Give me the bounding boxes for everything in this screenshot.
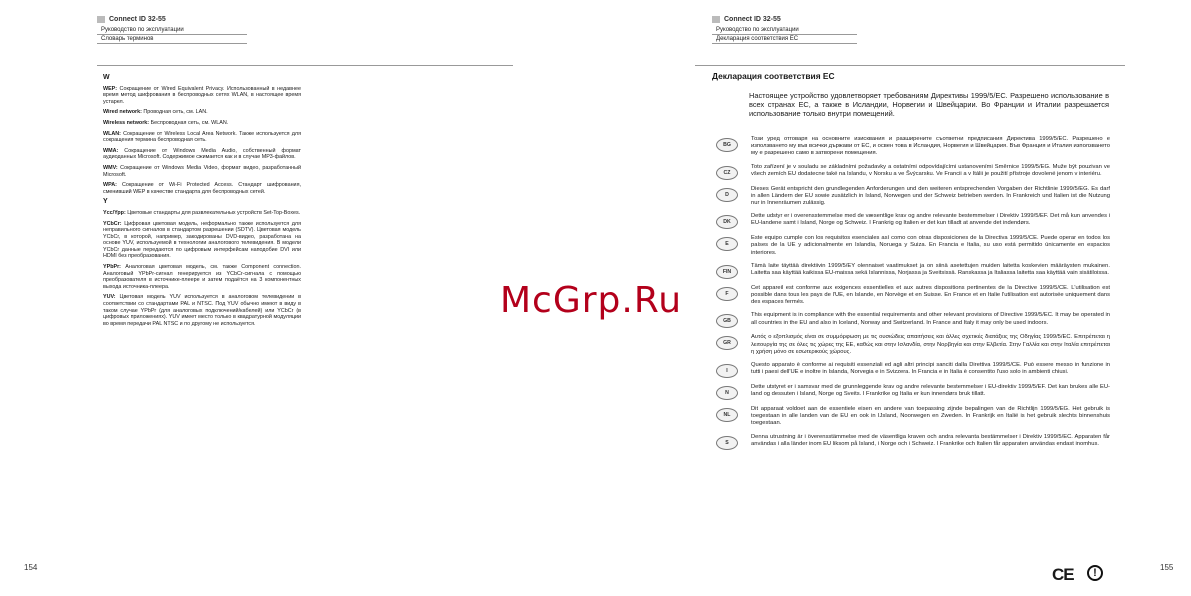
right-divider xyxy=(695,65,1125,66)
glossary-entry: YCbCr: Цифровая цветовая модель, неформально также используется для неправильного сигналов в стандартом разрешении (SDTV). Цветовая модель YCbCr, в которой, например, закодированы DVD-видео, разработана на основе YUV, используемой в технологии аналогового телевидения. В модели YCbCr данные передаются по цифровым интерфейсам наподобие DVI или HDMI без преобразования. xyxy=(103,220,301,260)
left-divider xyxy=(97,65,513,66)
declaration-entry xyxy=(716,384,1110,400)
entry-text: Dieses Gerät entspricht den grundlegenden Anforderungen und den weiteren entsprechenden Vorgaben der Richtlinie 1999/5/EG. Es darf in allen Ländern der EU sowie zusätzlich in Island, Norwegen und der Schweiz betrieben werden. In Frankreich und Italien ist die Nutzung nur in Innenräumen zulässig. xyxy=(751,185,1110,207)
right-header-product: Connect ID 32-55 xyxy=(724,16,781,23)
declaration-entry xyxy=(716,186,1110,208)
left-page-number: 154 xyxy=(24,563,38,572)
entry-text: Questo apparato è conforme ai requisiti essenziali ed agli altri principi sanciti dalla Direttiva 1999/5/CE. Può essere messo in funzione in tutti i paesi dell'UE e inoltre in Islanda, Norvegia e in Svizzera. In Francia e in Italia è consentito l'uso solo in ambienti chiusi. xyxy=(751,362,1110,376)
entry-text: Dit apparaat voldoet aan de essentiele eisen en andere van toepassing zijnde bepalingen van de Richtlijn 1999/5/EG. Het gebruik is toegestaan in alle landen van de EU en ook in IJsland, Noorwegen en Zweden. In Frankrijk en Italië is het gebruik slechts binnenshuis toegestaan. xyxy=(751,406,1110,427)
right-header-line1: Руководство по эксплуатации xyxy=(712,26,857,35)
watermark: McGrp.Ru xyxy=(500,280,683,321)
glossary-entry: Wired network: Проводная сеть, см. LAN. xyxy=(103,109,208,116)
glossary-entry: WPA: Сокращение от Wi-Fi Protected Access. Стандарт шифрования, сменивший WEP в качестве стандарта для беспроводных сетей. xyxy=(103,182,301,195)
declaration-entries xyxy=(716,136,1110,456)
entry-text: Cet appareil est conforme aux exigences essentielles et aux autres dispositions pertinentes de la Directive 1999/5/CE. L'utilisation est possible dans tous les pays de l'UE, en Islande, en Norvège et en Suisse. En France et en Italie l'utilisation est autorisée uniquement dans des espaces fermés. xyxy=(751,284,1110,306)
entry-text: Dette utstyret er i samsvar med de grunnleggende krav og andre relevante bestemmelser i EU-direktiv 1999/5/EF. Det kan brukes alle EU-land og dessuten i Island, Norge og Sveits. I Frankrike og Italia er kun innendørs bruk tillatt. xyxy=(751,384,1110,398)
header-square-icon xyxy=(97,16,105,23)
country-badge-icon: CZ xyxy=(716,166,738,180)
declaration-entry xyxy=(716,263,1110,279)
left-header-line1: Руководство по эксплуатации xyxy=(97,26,247,35)
glossary-entry: WEP: Сокращение от Wired Equivalent Privacy. Использованный в недавнее время метод шифрования в беспроводных сетях WLAN, в настоящее время устарел. xyxy=(103,85,301,105)
country-badge-icon: F xyxy=(716,287,738,301)
section-letter-y: Y xyxy=(103,198,108,206)
right-header-line2: Декларация соответствия ЕС xyxy=(712,35,857,44)
entry-text: Tämä laite täyttää direktiivin 1999/5/EY olennaiset vaatimukset ja on siinä asetettujen muiden laitetta koskevien määräysten mukainen. Laitetta saa käyttää kaikissa EU-maissa sekä Islannissa, Norjassa ja Sveitsissä. Ranskassa ja Italiassa laitetta saa käyttää vain sisätiloissa. xyxy=(751,262,1110,277)
glossary xyxy=(103,75,301,331)
header-square-icon xyxy=(712,16,720,23)
glossary-entry: WLAN: Сокращение от Wireless Local Area Network. Также используется для сокращения термина беспроводная сеть. xyxy=(103,130,301,144)
declaration-entry xyxy=(716,334,1110,356)
section-letter-w: W xyxy=(103,74,110,81)
alert-mark-icon: ! xyxy=(1087,565,1103,581)
left-page xyxy=(0,0,560,596)
entry-text: Denna utrustning är i överensstämmelse med de väsentliga kraven och andra relevanta bestämmelser i Direktiv 1999/5/EC. Apparaten får användas i alla länder inom EU liksom på Island, i Norge och i Schweiz. I Frankrike och Italien får apparaten användas endast inomhus. xyxy=(751,433,1110,447)
country-badge-icon: I xyxy=(716,364,738,378)
country-badge-icon: BG xyxy=(716,138,738,152)
country-badge-icon: N xyxy=(716,386,738,400)
country-badge-icon: DK xyxy=(716,215,738,229)
entry-text: This equipment is in compliance with the essential requirements and other relevant provisions of Directive 1999/5/EC. It may be operated in all countries in the EU and also in Iceland, Norway and Switzerland. In France and Italy it may only be used indoors. xyxy=(751,312,1110,326)
country-badge-icon: D xyxy=(716,188,738,202)
declaration-entry xyxy=(716,312,1110,328)
declaration-entry xyxy=(716,362,1110,378)
country-badge-icon: S xyxy=(716,436,738,450)
declaration-entry xyxy=(716,285,1110,307)
glossary-entry: YPbPr: Аналоговая цветовая модель, см. также Component connection. Аналоговый YPbPr-сигнал генерируется из YCbCr-сигнала с помощью преобразователя в источнике-плеере и затем подаётся на 3 компонентных выхода источника-плеера. xyxy=(103,264,301,290)
entry-text: Dette udstyr er i overensstemmelse med de væsentlige krav og andre relevante bestemmelser i Direktiv 1999/5/EF. Det må kun anvendes i EU-landene samt i Island, Norge og Schweiz. I Frankrig og Italien er det kun tilladt at anvende det indendørs. xyxy=(751,213,1110,227)
country-badge-icon: GB xyxy=(716,314,738,328)
left-header-line2: Словарь терминов xyxy=(97,35,247,44)
right-page-number: 155 xyxy=(1160,563,1174,572)
glossary-entry: Wireless network: Беспроводная сеть, см. WLAN. xyxy=(103,119,229,126)
declaration-entry xyxy=(716,406,1110,428)
entry-text: Toto zařízení je v souladu se základními požadavky a ostatními odpovídajícími ustanoveními Směrnice 1999/5/EG. Muže být pouzivan ve všech zemích EU dodatecne také na Islandu, v Norsku a ve Švýcarsku. Ve Francii a v Itálii je použití přístroje dovolené jenom v interiéru. xyxy=(751,163,1110,177)
left-header xyxy=(97,16,247,44)
glossary-entry: Ycc/Ypp: Цветовые стандарты для развлекательных устройств Set-Top-Boxes. xyxy=(103,209,301,216)
country-badge-icon: NL xyxy=(716,408,738,422)
country-badge-icon: E xyxy=(716,237,738,251)
declaration-intro: Настоящее устройство удовлетворяет требованиям Директивы 1999/5/EC. Разрешено использование в всех странах ЕС, а также в Исландии, Норвегии и Швейцарии. Во Франции и Италии разрешается использование только внутри помещений. xyxy=(749,91,1109,119)
country-badge-icon: GR xyxy=(716,336,738,350)
declaration-title: Декларация соответствия ЕС xyxy=(712,71,835,81)
glossary-entry: WMV: Сокращение от Windows Media Video, формат видео, разработанный Microsoft. xyxy=(103,164,301,178)
country-badge-icon: FIN xyxy=(716,265,738,279)
declaration-entry xyxy=(716,235,1110,257)
glossary-entry: YUV: Цветовая модель YUV используется в аналоговом телевидении в соответствии со стандартами PAL и NTSC. Под YUV обычно имеют в виду в таком случае YPbPr (для аналоговых подключений/кабелей) или YCbCr (в цифровых приложениях). YUV имеет место только в квадратурной модуляции во время передачи PAL NTSC и по другому не используется. xyxy=(103,294,301,327)
right-header xyxy=(712,16,857,44)
declaration-entry xyxy=(716,136,1110,158)
ce-mark-icon: CE xyxy=(1052,565,1074,584)
glossary-entry: WMA: Сокращение от Windows Media Audio, собственный формат аудиоданных Microsoft. Содержимое сжимается как и в случае MP3-файлов. xyxy=(103,147,301,161)
declaration-entry xyxy=(716,213,1110,229)
left-header-product: Connect ID 32-55 xyxy=(109,16,166,23)
declaration-entry xyxy=(716,434,1110,450)
entry-text: Este equipo cumple con los requisitos esenciales así como con otras disposiciones de la Directiva 1999/5/CE. Puede operar en todos los países de la UE y adicionalmente en Islandia, Noruega y Suiza. En Francia e Italia, su uso está permitido únicamente en espacios interiores. xyxy=(751,235,1110,256)
entry-text: Αυτός ο εξοπλισμός είναι σε συμμόρφωση με τις ουσιώδεις απαιτήσεις και άλλες σχετικές διατάξεις της Οδηγίας 1999/5/EC. Επιτρέπεται η λειτουργία της σε όλες τις χώρες της ΕΕ, καθώς και στην Ισλανδία, στην Νορβηγία και στην Ελβετία. Στην Γαλλία και στην Ιταλία επιτρέπεται η χρήση μόνο σε εσωτερικούς χώρους. xyxy=(751,334,1110,355)
declaration-entry xyxy=(716,164,1110,180)
entry-text: Този уред отговаря на основните изисквания и разширените съответни предписания Директива 1999/5/EC. Разрешено е използването му във всички държави от ЕС, и освен това в Исландия, Норвегия и Швейцария. Във Франция и Италия използването му е разрешено само в затворени помещения. xyxy=(751,136,1110,157)
